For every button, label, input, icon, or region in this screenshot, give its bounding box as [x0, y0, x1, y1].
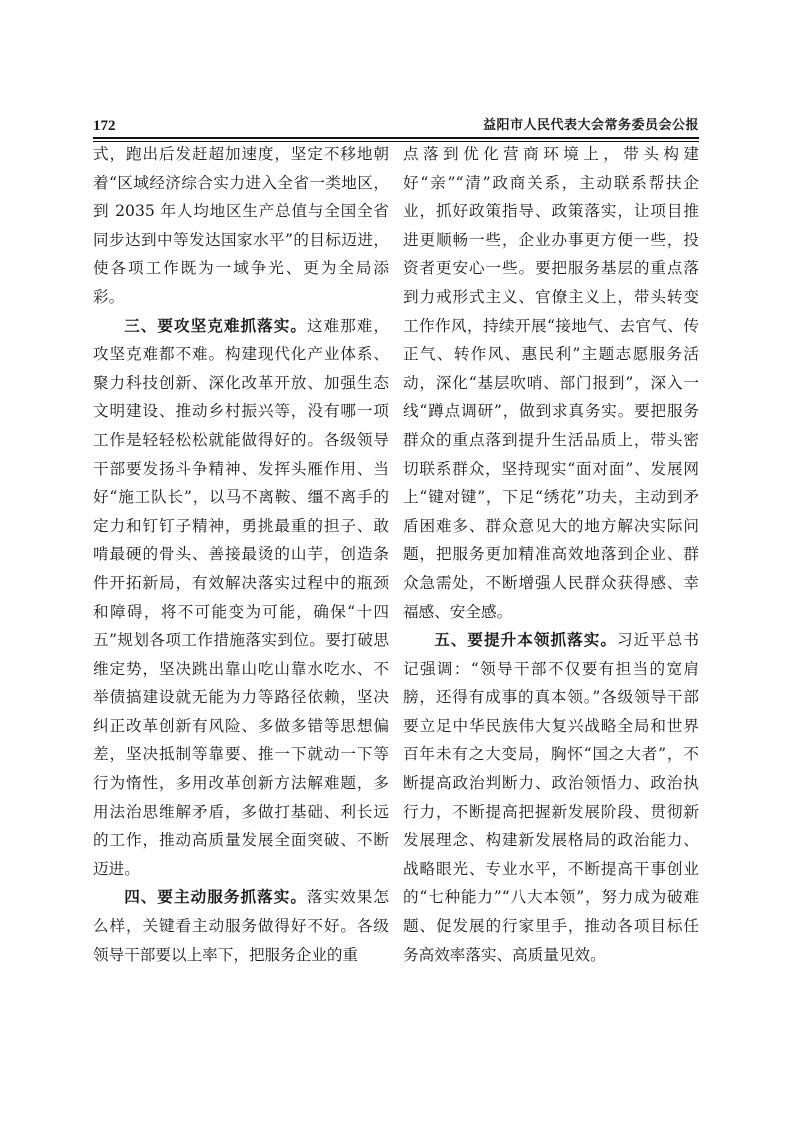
section-heading: 四、要主动服务抓落实。	[124, 888, 307, 907]
paragraph: 式，跑出后发赶超加速度，坚定不移地朝着“区域经济综合实力进入全省一类地区，到 2035 年人均地区生产总值与全国全省同步达到中等发达国家水平”的目标迈进，使各项工作既为一域争光、更为全局添彩。	[93, 145, 389, 306]
paragraph	[93, 883, 389, 969]
section-heading: 五、要提升本领抓落实。	[434, 631, 617, 650]
paragraph: 点落到优化营商环境上，带头构建好“亲”“清”政商关系，主动联系帮扶企业，抓好政策指导、政策落实，让项目推进更顺畅一些，企业办事更方便一些，投资者更安心一些。要把服务基层的重点落到力戒形式主义、官僚主义上，带头转变工作作风，持续开展“接地气、去官气、传正气、转作风、惠民利”主题志愿服务活动，深化“基层吹哨、部门报到”，深入一线“蹲点调研”，做到求真务实。要把服务群众的重点落到提升生活品质上，带头密切联系群众，坚持现实“面对面”、发展网上“键对键”，下足“绣花”功夫，主动到矛盾困难多、群众意见大的地方解决实际问题，把服务更加精准高效地落到企业、群众急需处，不断增强人民群众获得感、幸福感、安全感。	[403, 145, 699, 621]
paragraph	[403, 626, 699, 969]
right-column	[403, 140, 699, 969]
header-rule-thick	[93, 137, 699, 139]
section-heading: 三、要攻坚克难抓落实。	[124, 316, 307, 335]
page-number: 172	[93, 118, 116, 134]
paragraph	[93, 312, 389, 884]
left-column	[93, 140, 389, 969]
paragraph-body: 这难那难，攻坚克难都不难。构建现代化产业体系、聚力科技创新、深化改革开放、加强生态文明建设、推动乡村振兴等，没有哪一项工作是轻轻松松就能做得好的。各级领导干部要发扬斗争精神、发挥头雁作用、当好“施工队长”，以马不离鞍、缰不离手的定力和钉钉子精神，勇挑最重的担子、敢啃最硬的骨头、善接最烫的山芋，创造条件开拓新局，有效解决落实过程中的瓶颈和障碍，将不可能变为可能，确保“十四五”规划各项工作措施落实到位。要打破思维定势，坚决跳出靠山吃山靠水吃水、不举债搞建设就无能为力等路径依赖，坚决纠正改革创新有风险、多做多错等思想偏差，坚决抵制等靠要、推一下就动一下等行为惰性，多用改革创新方法解难题，多用法治思维解矛盾，多做打基础、利长远的工作，推动高质量发展全面突破、不断迈进。	[93, 316, 389, 878]
journal-title: 益阳市人民代表大会常务委员会公报	[482, 118, 699, 133]
page-header	[93, 117, 699, 139]
paragraph-body: 落实效果怎么样，关键看主动服务做得好不好。各级领导干部要以上率下，把服务企业的重	[93, 888, 389, 964]
paragraph-body: 习近平总书记强调：“领导干部不仅要有担当的宽肩膀，还得有成事的真本领。”各级领导干部要立足中华民族伟大复兴战略全局和世界百年未有之大变局，胸怀“国之大者”，不断提高政治判断力、政治领悟力、政治执行力，不断提高把握新发展阶段、贯彻新发展理念、构建新发展格局的政治能力、战略眼光、专业水平，不断提高干事创业的“七种能力”“八大本领”，努力成为破难题、促发展的行家里手，推动各项目标任务高效率落实、高质量见效。	[403, 631, 699, 964]
